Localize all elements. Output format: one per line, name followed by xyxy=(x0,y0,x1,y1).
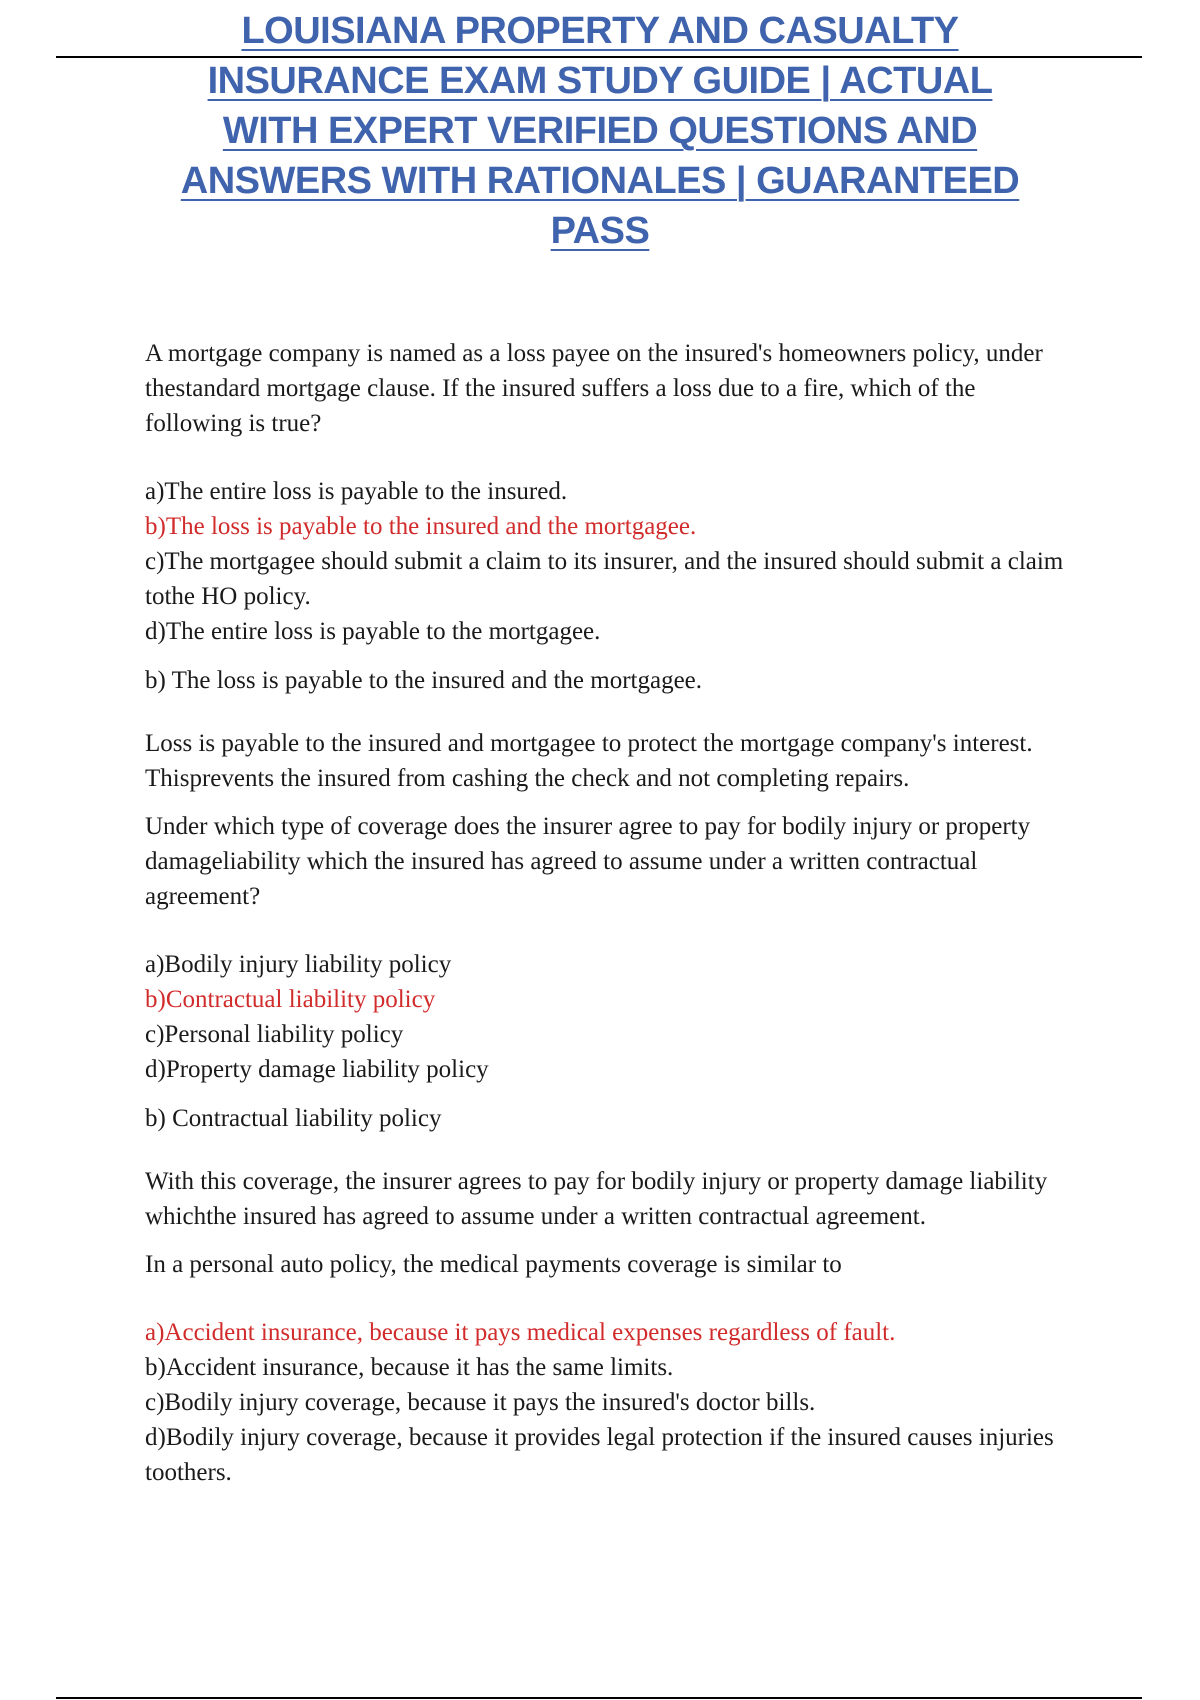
rationale-text: With this coverage, the insurer agrees to pay for bodily injury or property damage liability whichthe insured has agreed to assume under a written contractual agreement. xyxy=(145,1168,1048,1230)
title-line: PASS xyxy=(550,210,650,252)
title-line: LOUISIANA PROPERTY AND CASUALTY xyxy=(241,10,959,52)
question-block-3 xyxy=(145,1247,1075,1490)
option-a: a)Bodily injury liability policy xyxy=(145,951,452,978)
options-list xyxy=(145,474,1075,649)
option-c: c)Bodily injury coverage, because it pays the insured's doctor bills. xyxy=(145,1389,816,1416)
title-line: ANSWERS WITH RATIONALES | GUARANTEED xyxy=(180,160,1020,202)
option-d: d)The entire loss is payable to the mortgagee. xyxy=(145,618,601,645)
option-c: c)Personal liability policy xyxy=(145,1021,404,1048)
option-b-correct: b)Contractual liability policy xyxy=(145,986,436,1013)
options-list xyxy=(145,1315,1075,1490)
question-text: Under which type of coverage does the insurer agree to pay for bodily injury or property damageliability which the insured has agreed to assume under a written contractual agreement? xyxy=(145,813,1031,910)
question-text: In a personal auto policy, the medical payments coverage is similar to xyxy=(145,1251,842,1278)
title-line: WITH EXPERT VERIFIED QUESTIONS AND xyxy=(222,110,978,152)
option-a-correct: a)Accident insurance, because it pays medical expenses regardless of fault. xyxy=(145,1319,896,1346)
questions-content xyxy=(145,336,1075,1490)
options-list xyxy=(145,947,1075,1087)
title-line: INSURANCE EXAM STUDY GUIDE | ACTUAL xyxy=(207,60,993,102)
option-b-correct: b)The loss is payable to the insured and the mortgagee. xyxy=(145,513,697,540)
question-block-1 xyxy=(145,336,1075,796)
option-d: d)Bodily injury coverage, because it provides legal protection if the insured causes injuries toothers. xyxy=(145,1424,1054,1486)
footer-divider xyxy=(56,1697,1142,1699)
answer-text: b) The loss is payable to the insured and the mortgagee. xyxy=(145,667,703,694)
header-divider xyxy=(56,56,1142,58)
option-c: c)The mortgagee should submit a claim to its insurer, and the insured should submit a claim tothe HO policy. xyxy=(145,548,1064,610)
document-title xyxy=(120,6,1080,256)
option-d: d)Property damage liability policy xyxy=(145,1056,489,1083)
rationale-text: Loss is payable to the insured and mortgagee to protect the mortgage company's interest. Thisprevents the insured from cashing the check and not completing repairs. xyxy=(145,730,1033,792)
option-a: a)The entire loss is payable to the insured. xyxy=(145,478,568,505)
answer-text: b) Contractual liability policy xyxy=(145,1105,442,1132)
option-b: b)Accident insurance, because it has the same limits. xyxy=(145,1354,674,1381)
question-block-2 xyxy=(145,809,1075,1234)
question-text: A mortgage company is named as a loss payee on the insured's homeowners policy, under thestandard mortgage clause. If the insured suffers a loss due to a fire, which of the following is true? xyxy=(145,340,1043,437)
